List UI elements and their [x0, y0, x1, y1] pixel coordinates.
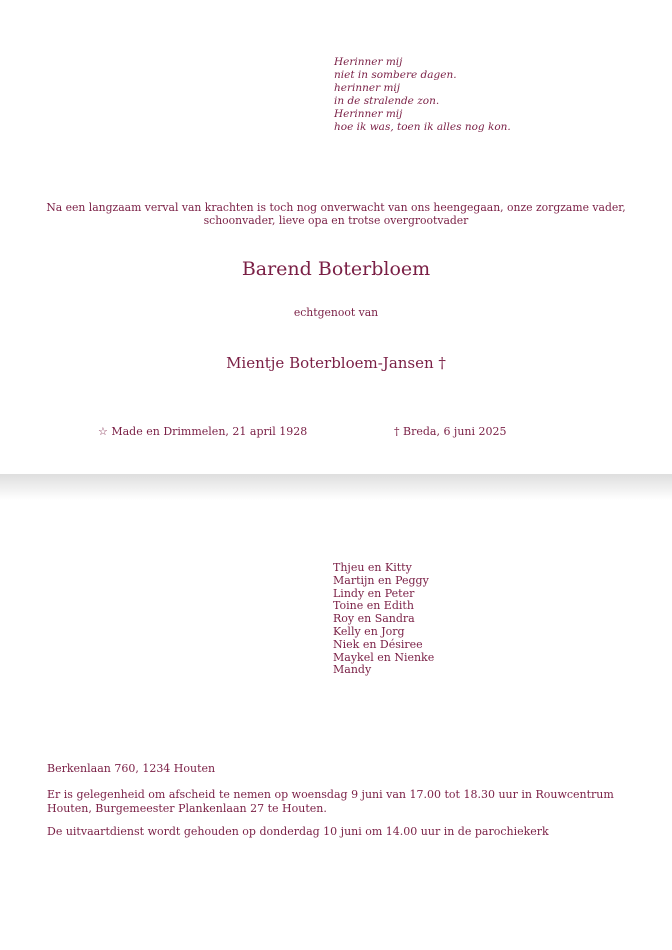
family-member: Roy en Sandra: [333, 612, 415, 626]
family-member: Mandy: [333, 663, 372, 677]
fold-shadow: [0, 474, 672, 500]
family-member: Toine en Edith: [333, 599, 414, 613]
poem-line: herinner mij: [334, 82, 401, 94]
poem-line: Herinner mij: [334, 56, 403, 68]
family-member: Niek en Désiree: [333, 637, 423, 651]
service-info: De uitvaartdienst wordt gehouden op donderdag 10 juni om 14.00 uur in de parochiekerk: [47, 825, 549, 838]
correspondence-address: Berkenlaan 760, 1234 Houten: [47, 762, 216, 775]
poem-line: Herinner mij: [334, 108, 403, 120]
poem-line: in de stralende zon.: [334, 95, 440, 107]
card-front-panel: [0, 0, 672, 474]
deceased-name: Barend Boterbloem: [241, 258, 431, 280]
poem-line: niet in sombere dagen.: [334, 69, 457, 81]
family-member: Thjeu en Kitty: [333, 561, 412, 574]
birth-info: ☆ Made en Drimmelen, 21 april 1928: [98, 425, 308, 438]
farewell-info: Er is gelegenheid om afscheid te nemen op woensdag 9 juni van 17.00 tot 18.30 uur in Rouwcentrum Houten, Burgemeester Plankenlaan 27 te Houten.: [47, 788, 614, 815]
family-member: Martijn en Peggy: [333, 573, 429, 587]
intro-text: Na een langzaam verval van krachten is toch nog onverwacht van ons heengegaan, onze zorgzame vader, schoonvader, lieve opa en trotse overgrootvader: [46, 201, 626, 227]
spouse-label: echtgenoot van: [293, 306, 379, 319]
poem-line: hoe ik was, toen ik alles nog kon.: [334, 121, 511, 133]
spouse-name: Mientje Boterbloem-Jansen †: [226, 354, 446, 372]
family-member: Lindy en Peter: [333, 586, 415, 600]
death-info: † Breda, 6 juni 2025: [394, 425, 507, 438]
poem: [334, 56, 511, 134]
family-member: Maykel en Nienke: [333, 650, 435, 664]
family-list: [333, 562, 434, 677]
family-member: Kelly en Jorg: [333, 624, 405, 638]
